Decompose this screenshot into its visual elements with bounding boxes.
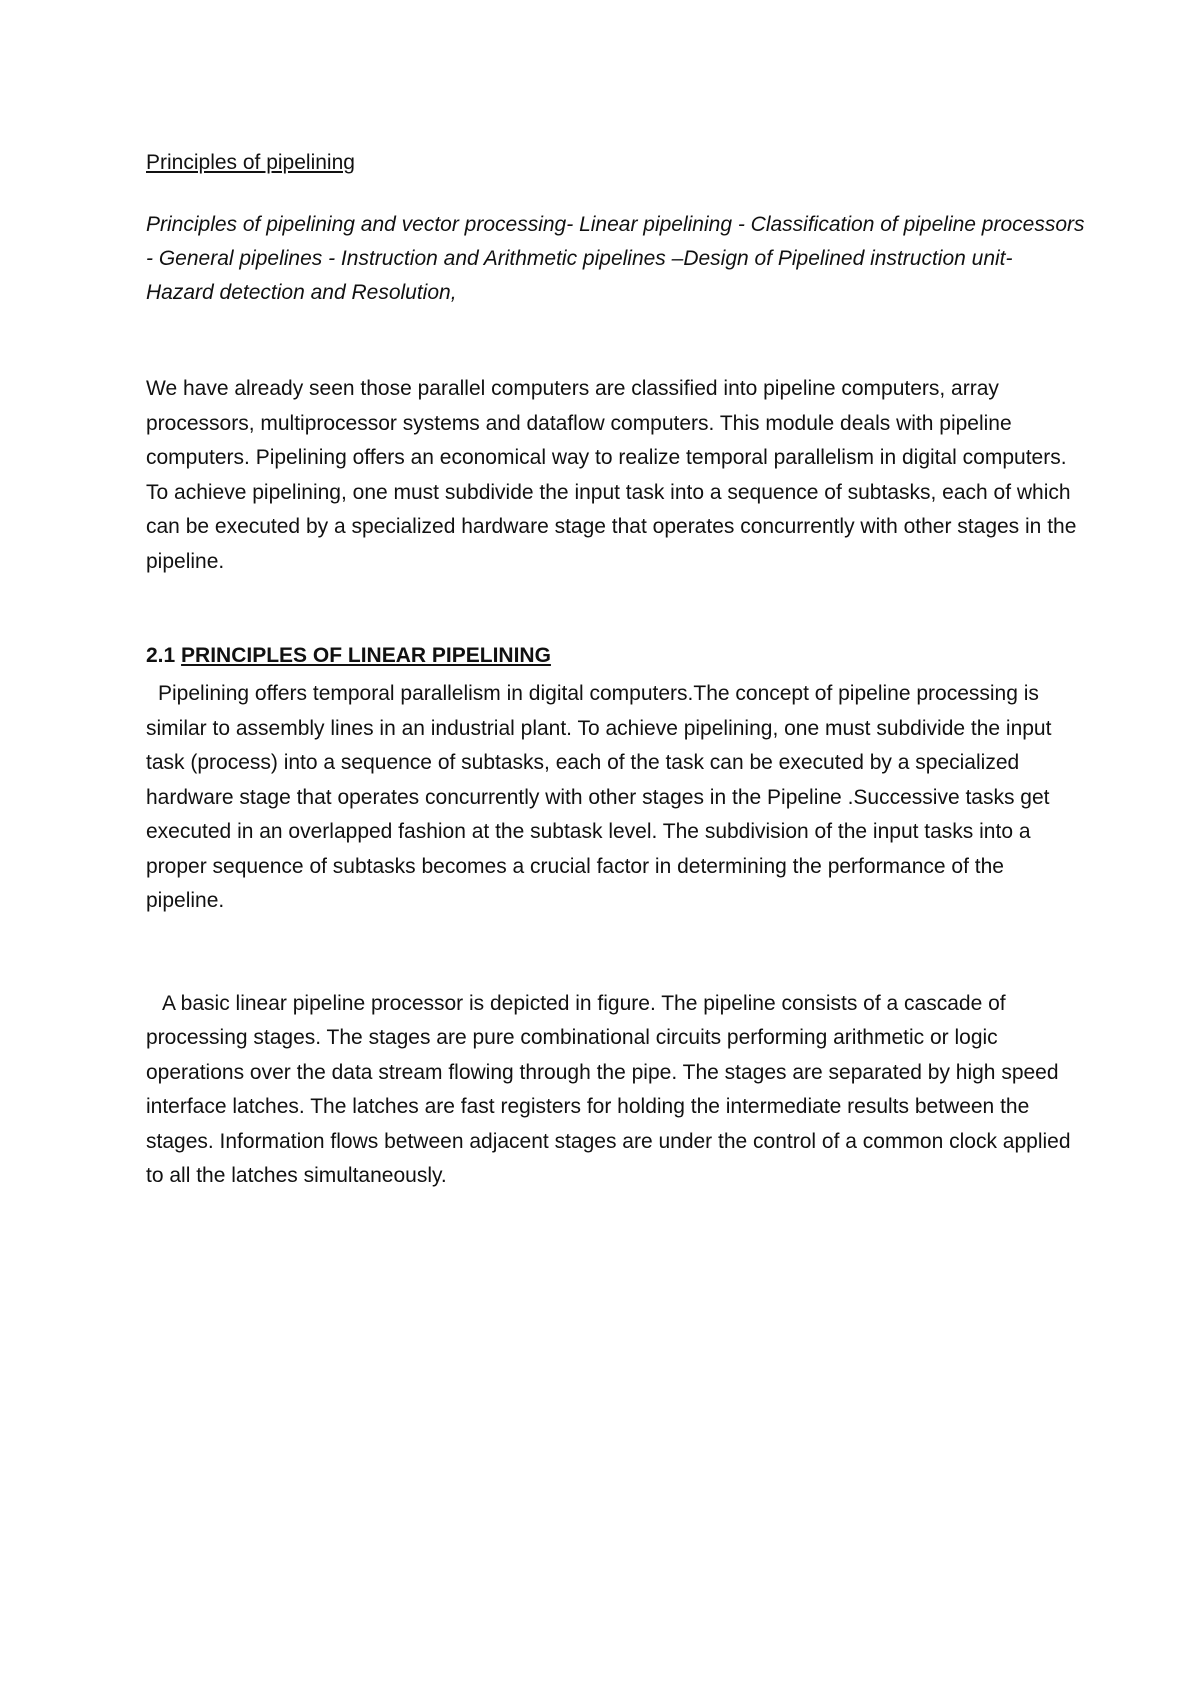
intro-paragraph: We have already seen those parallel computers are classified into pipeline computers, array processors, multiprocessor systems and dataflow computers. This module deals with pipeline computers. Pipelining offers an economical way to realize temporal parallelism in digital computers. To achieve pipelining, one must subdivide the input task into a sequence of subtasks, each of which can be executed by a specialized hardware stage that operates concurrently with other stages in the pipeline. xyxy=(146,377,1077,573)
section-title: PRINCIPLES OF LINEAR PIPELINING xyxy=(181,644,551,667)
document-body xyxy=(146,146,1086,1194)
basic-pipeline-paragraph: A basic linear pipeline processor is depicted in figure. The pipeline consists of a cascade of processing stages. The stages are pure combinational circuits performing arithmetic or logic operations over the data stream flowing through the pipe. The stages are separated by high speed interface latches. The latches are fast registers for holding the intermediate results between the stages. Information flows between adjacent stages are under the control of a common clock applied to all the latches simultaneously. xyxy=(146,991,1071,1187)
section-heading xyxy=(146,639,1086,673)
linear-pipelining-paragraph: Pipelining offers temporal parallelism in digital computers.The concept of pipeline processing is similar to assembly lines in an industrial plant. To achieve pipelining, one must subdivide the input task (process) into a sequence of subtasks, each of the task can be executed by a specialized hardware stage that operates concurrently with other stages in the Pipeline .Successive tasks get executed in an overlapped fashion at the subtask level. The subdivision of the input tasks into a proper sequence of subtasks becomes a crucial factor in determining the performance of the pipeline. xyxy=(146,682,1052,912)
syllabus-summary: Principles of pipelining and vector processing- Linear pipelining - Classification of pipeline processors - General pipelines - Instruction and Arithmetic pipelines –Design of Pipelined instruction unit- Hazard detection and Resolution, xyxy=(146,213,1085,304)
section-number: 2.1 xyxy=(146,644,176,667)
document-title: Principles of pipelining xyxy=(146,151,355,174)
